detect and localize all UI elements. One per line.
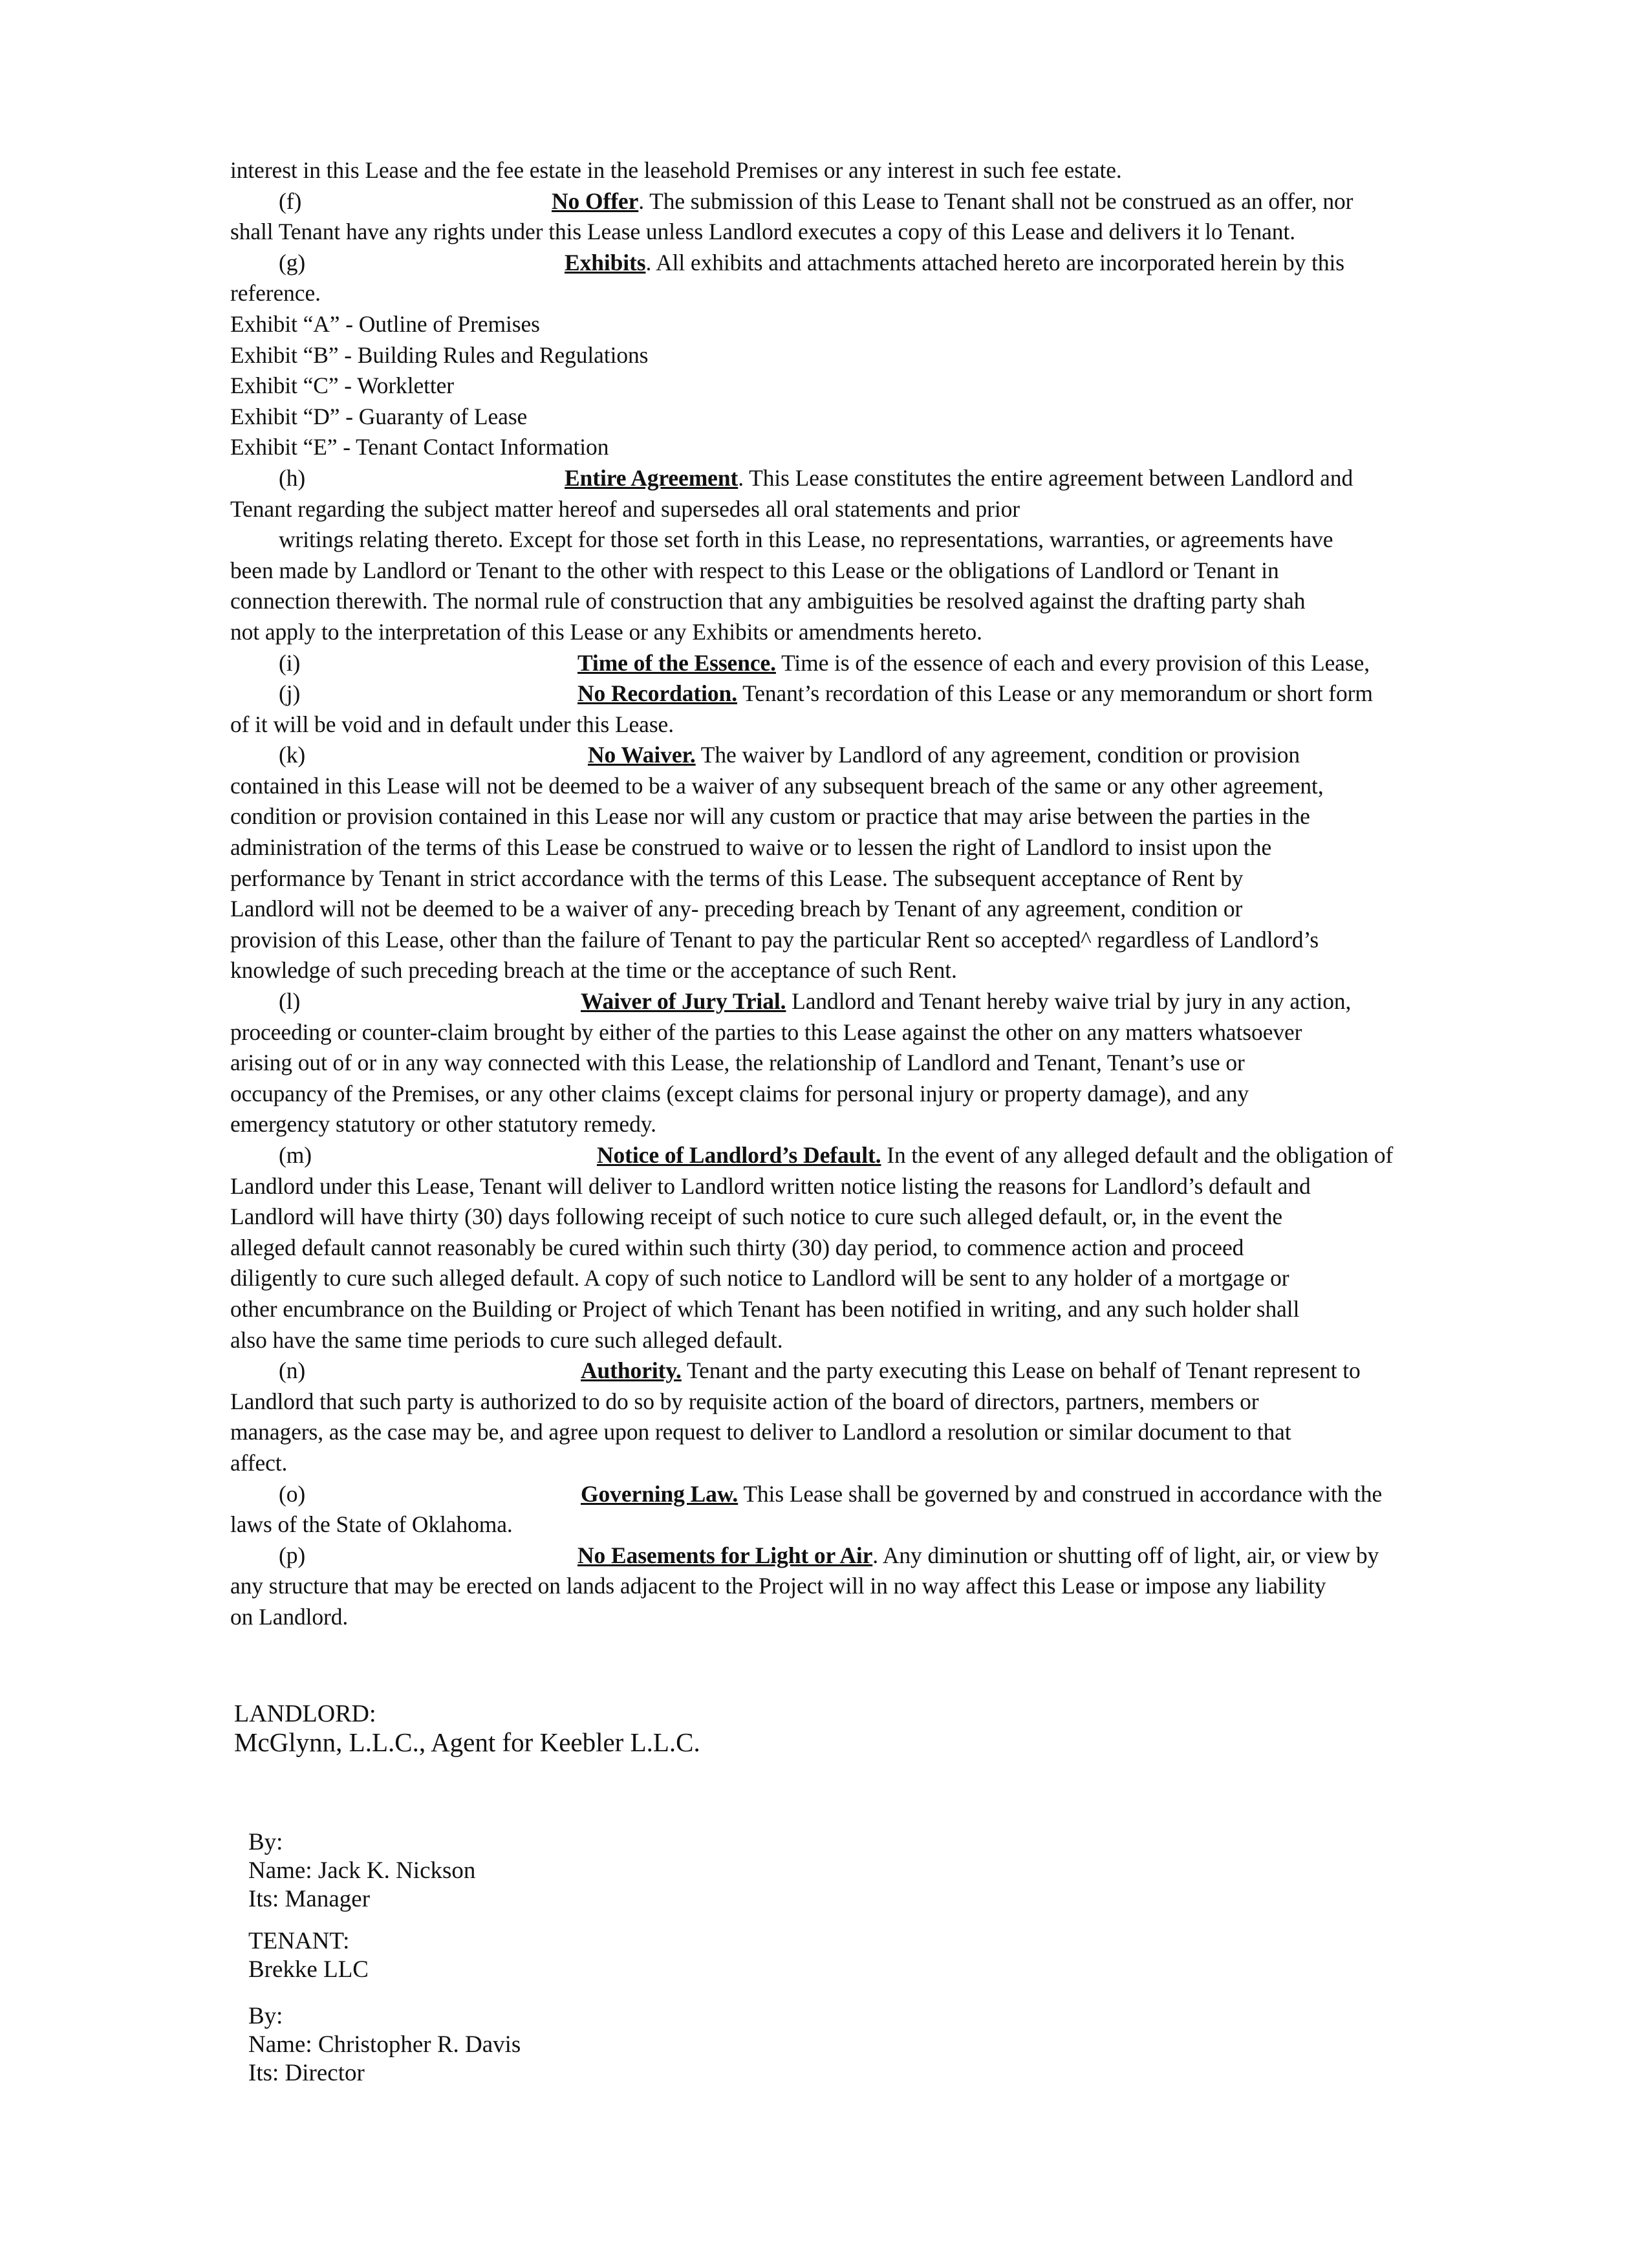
section-text: Landlord that such party is authorized to do so by requisite action of the board of directors, partners, members or bbox=[230, 1388, 1259, 1414]
section-text: provision of this Lease, other than the failure of Tenant to pay the particular Rent so accepted^ regardless of Landlord’s bbox=[230, 926, 1319, 953]
section-text: laws of the State of Oklahoma. bbox=[230, 1511, 513, 1538]
section-text: occupancy of the Premises, or any other claims (except claims for personal injury or property damage), and any bbox=[230, 1080, 1249, 1107]
section-j bbox=[230, 678, 1530, 709]
section-marker: (l) bbox=[279, 988, 301, 1015]
section-p bbox=[230, 1540, 1530, 1571]
section-text: on Landlord. bbox=[230, 1603, 349, 1630]
section-m bbox=[230, 1140, 1530, 1171]
section-marker: (i) bbox=[279, 649, 301, 676]
section-text: knowledge of such preceding breach at the time or the acceptance of such Rent. bbox=[230, 957, 957, 984]
section-heading: Waiver of Jury Trial. bbox=[581, 988, 786, 1015]
exhibit-item: Exhibit “D” - Guaranty of Lease bbox=[230, 403, 528, 429]
section-text: connection therewith. The normal rule of construction that any ambiguities be resolved against the drafting party shah bbox=[230, 588, 1306, 614]
exhibit-item: Exhibit “C” - Workletter bbox=[230, 373, 455, 399]
section-marker: (n) bbox=[279, 1357, 306, 1384]
section-marker: (j) bbox=[279, 680, 301, 707]
landlord-title: Its: Manager bbox=[248, 1886, 371, 1912]
section-heading: Time of the Essence. bbox=[577, 649, 776, 676]
lease-body bbox=[230, 155, 1530, 1633]
section-text: alleged default cannot reasonably be cured within such thirty (30) day period, to commence action and proceed bbox=[230, 1234, 1244, 1260]
section-text: been made by Landlord or Tenant to the other with respect to this Lease or the obligations of Landlord or Tenant in bbox=[230, 557, 1279, 583]
section-marker: (m) bbox=[279, 1142, 312, 1168]
section-text: performance by Tenant in strict accordance with the terms of this Lease. The subsequent acceptance of Rent by bbox=[230, 865, 1244, 891]
landlord-signature-block bbox=[248, 1828, 475, 1914]
intro-line: interest in this Lease and the fee estate in the leasehold Premises or any interest in such fee estate. bbox=[230, 157, 1122, 183]
section-text: . Any diminution or shutting off of light, air, or view by bbox=[872, 1542, 1379, 1568]
section-marker: (h) bbox=[279, 464, 306, 491]
section-marker: (g) bbox=[279, 249, 306, 275]
section-heading: No Offer bbox=[552, 188, 639, 214]
section-text: Landlord under this Lease, Tenant will deliver to Landlord written notice listing the reasons for Landlord’s default and bbox=[230, 1172, 1311, 1199]
section-text: This Lease shall be governed by and construed in accordance with the bbox=[738, 1480, 1383, 1507]
section-marker: (o) bbox=[279, 1480, 306, 1507]
section-heading: Governing Law. bbox=[581, 1480, 738, 1507]
tenant-signature-block bbox=[248, 2002, 521, 2088]
tenant-title: Its: Director bbox=[248, 2060, 365, 2086]
section-text: of it will be void and in default under this Lease. bbox=[230, 711, 674, 737]
section-heading: Notice of Landlord’s Default. bbox=[597, 1142, 881, 1168]
section-text: not apply to the interpretation of this Lease or any Exhibits or amendments hereto. bbox=[230, 618, 982, 645]
section-text: contained in this Lease will not be deemed to be a waiver of any subsequent breach of the same or any other agreement, bbox=[230, 772, 1324, 799]
section-text: . This Lease constitutes the entire agreement between Landlord and bbox=[738, 464, 1353, 491]
section-text: Time is of the essence of each and every provision of this Lease, bbox=[775, 649, 1370, 676]
section-text: Landlord will have thirty (30) days following receipt of such notice to cure such alleged default, or, in the event the bbox=[230, 1204, 1283, 1230]
section-text: The waiver by Landlord of any agreement, condition or provision bbox=[695, 742, 1300, 768]
section-marker: (f) bbox=[279, 188, 302, 214]
section-text: any structure that may be erected on lands adjacent to the Project will in no way affect this Lease or impose any liability bbox=[230, 1573, 1326, 1599]
section-text: emergency statutory or other statutory remedy. bbox=[230, 1111, 656, 1138]
section-heading: Authority. bbox=[581, 1357, 682, 1384]
tenant-signer: Name: Christopher R. Davis bbox=[248, 2031, 521, 2058]
tenant-by: By: bbox=[248, 2003, 283, 2029]
landlord-heading bbox=[234, 1700, 700, 1756]
section-text: writings relating thereto. Except for those set forth in this Lease, no representations, warranties, or agreements have bbox=[279, 526, 1333, 553]
section-text: affect. bbox=[230, 1449, 288, 1476]
section-text: Tenant regarding the subject matter hereof and supersedes all oral statements and prior bbox=[230, 495, 1020, 522]
exhibit-item: Exhibit “A” - Outline of Premises bbox=[230, 310, 540, 337]
section-text: . The submission of this Lease to Tenant shall not be construed as an offer, nor bbox=[638, 188, 1353, 214]
landlord-signer: Name: Jack K. Nickson bbox=[248, 1857, 476, 1884]
section-n bbox=[230, 1355, 1530, 1387]
section-k bbox=[230, 740, 1530, 771]
section-marker: (k) bbox=[279, 742, 306, 768]
section-text: managers, as the case may be, and agree upon request to deliver to Landlord a resolution or similar document to that bbox=[230, 1419, 1291, 1445]
section-heading: No Recordation. bbox=[577, 680, 737, 707]
section-text: proceeding or counter-claim brought by either of the parties to this Lease against the other on any matters whatsoever bbox=[230, 1019, 1302, 1045]
section-text: . All exhibits and attachments attached hereto are incorporated herein by this bbox=[645, 249, 1344, 275]
tenant-name: Brekke LLC bbox=[248, 1956, 369, 1983]
landlord-by: By: bbox=[248, 1829, 283, 1855]
landlord-name: McGlynn, L.L.C., Agent for Keebler L.L.C. bbox=[234, 1727, 700, 1757]
exhibit-item: Exhibit “B” - Building Rules and Regulations bbox=[230, 341, 649, 368]
section-text: In the event of any alleged default and the obligation of bbox=[881, 1142, 1394, 1168]
section-h bbox=[230, 463, 1530, 494]
section-text: diligently to cure such alleged default. A copy of such notice to Landlord will be sent to any holder of a mortgage or bbox=[230, 1265, 1289, 1291]
section-heading: No Easements for Light or Air bbox=[577, 1542, 873, 1568]
section-text: Landlord and Tenant hereby waive trial by jury in any action, bbox=[786, 988, 1352, 1015]
section-text: also have the same time periods to cure such alleged default. bbox=[230, 1326, 783, 1353]
exhibit-item: Exhibit “E” - Tenant Contact Information bbox=[230, 434, 609, 460]
section-i bbox=[230, 648, 1530, 679]
section-l bbox=[230, 986, 1530, 1017]
section-text: Tenant’s recordation of this Lease or any memorandum or short form bbox=[737, 680, 1373, 707]
section-text: other encumbrance on the Building or Project of which Tenant has been notified in writing, and any such holder shall bbox=[230, 1295, 1300, 1322]
section-text: shall Tenant have any rights under this Lease unless Landlord executes a copy of this Lease and delivers it lo Tenant. bbox=[230, 219, 1295, 245]
section-text: Tenant and the party executing this Lease on behalf of Tenant represent to bbox=[681, 1357, 1361, 1384]
tenant-label: TENANT: bbox=[248, 1928, 350, 1954]
section-g bbox=[230, 248, 1530, 279]
section-heading: Entire Agreement bbox=[565, 464, 738, 491]
section-o bbox=[230, 1479, 1530, 1510]
section-text: Landlord will not be deemed to be a waiver of any- preceding breach by Tenant of any agreement, condition or bbox=[230, 896, 1243, 922]
section-heading: Exhibits bbox=[565, 249, 646, 275]
section-text: condition or provision contained in this Lease nor will any custom or practice that may arise between the parties in the bbox=[230, 803, 1310, 830]
section-text: administration of the terms of this Lease be construed to waive or to lessen the right of Landlord to insist upon the bbox=[230, 834, 1272, 861]
section-heading: No Waiver. bbox=[588, 742, 696, 768]
section-text: arising out of or in any way connected with this Lease, the relationship of Landlord and Tenant, Tenant’s use or bbox=[230, 1050, 1245, 1076]
section-text: reference. bbox=[230, 280, 321, 307]
section-marker: (p) bbox=[279, 1542, 306, 1568]
tenant-heading bbox=[248, 1927, 369, 1984]
landlord-label: LANDLORD: bbox=[234, 1700, 376, 1727]
section-f bbox=[230, 186, 1530, 217]
